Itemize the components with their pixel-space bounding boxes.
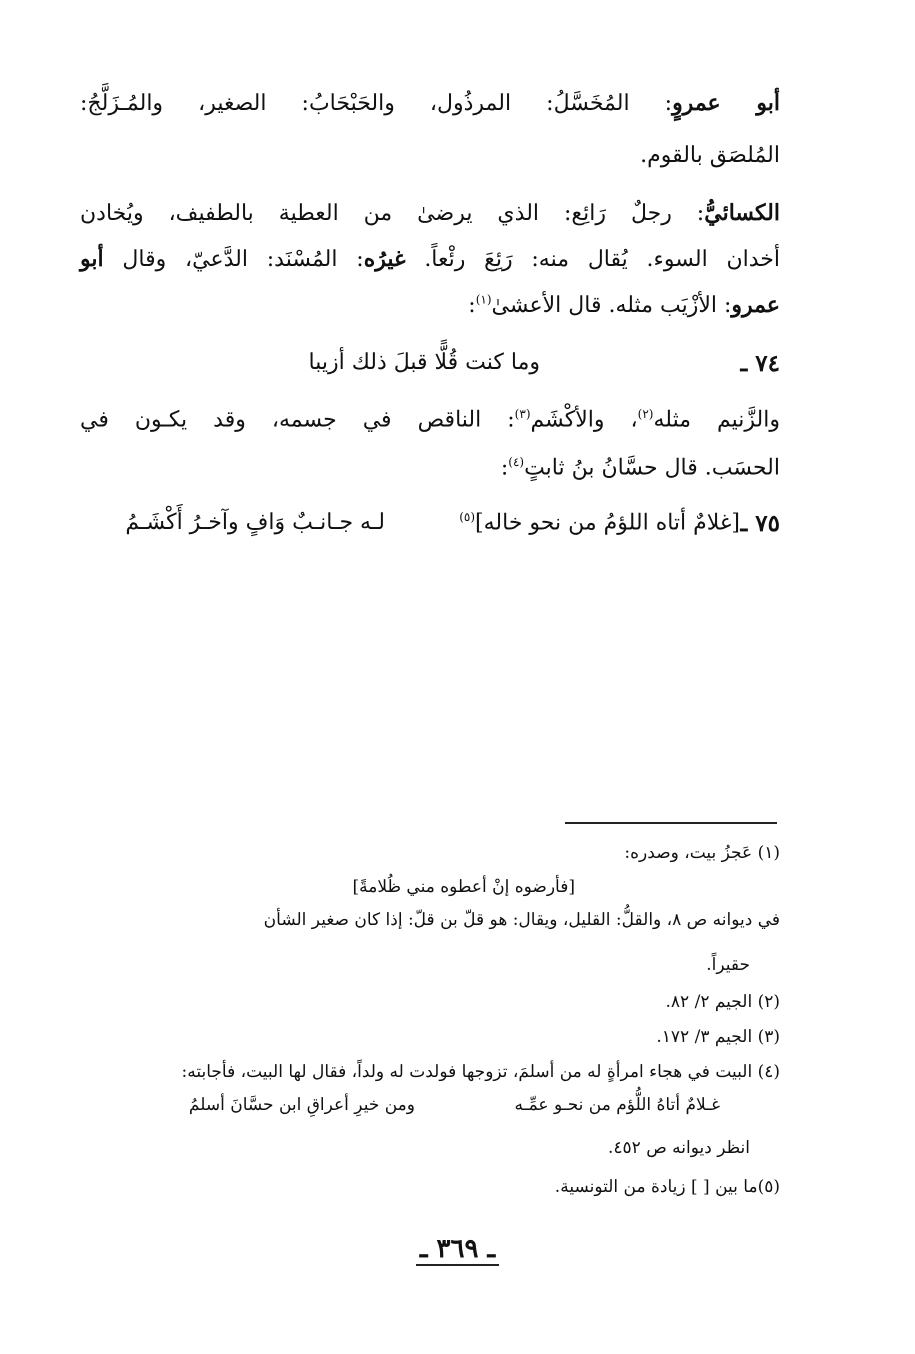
text: : [468, 293, 476, 318]
verse-74-text: وما كنت قُلًّا قبلَ ذلك أزيبا [308, 350, 540, 375]
verse-number-74: ٧٤ ـ [740, 350, 780, 377]
footnote-ref-2[interactable]: (٢) [637, 407, 654, 421]
footnote-1-line-1: (١) عَجزُ بيت، وصدره: [624, 843, 780, 863]
paragraph-3-line-2 [80, 455, 780, 480]
paragraph-2-line-3 [80, 292, 780, 318]
speaker-name: غيرُه [363, 246, 406, 272]
text: المُلصَق بالقوم. [640, 143, 780, 168]
footnote-separator [565, 822, 777, 824]
speaker-name: عمرو [731, 292, 780, 318]
footnote-1-line-4: حقيراً. [706, 955, 750, 975]
footnote-ref-3[interactable]: (٣) [514, 407, 531, 421]
footnote-ref-5[interactable]: (٥) [459, 510, 476, 524]
paragraph-2-line-1 [80, 200, 780, 226]
text: ، والأكْشَم [530, 407, 638, 433]
footnote-ref-1[interactable]: (١) [475, 292, 492, 307]
footnote-3: (٣) الجيم ٣/ ١٧٢. [656, 1027, 780, 1047]
text: الحسَب. قال حسَّانُ بنُ ثابتٍ [524, 455, 780, 481]
page-number [0, 1234, 915, 1266]
text: : المُخَسَّلُ: المرذُول، والحَبْحَابُ: الصغير، والمُـزَلَّجُ: [80, 91, 673, 116]
verse-75-second-hemistich: لـه جـانـبٌ وَافٍ وآخـرُ أَكْشَـمُ [125, 510, 385, 535]
speaker-name: الكسائيُّ [704, 200, 780, 226]
paragraph-3-line-1 [80, 407, 780, 432]
text: : الأزْيَب مثله. قال الأعشىٰ [491, 293, 732, 318]
footnote-4-verse-first: غـلامٌ أتاهُ اللُّؤم من نحـو عمِّـه [514, 1095, 720, 1115]
footnote-2: (٢) الجيم ٢/ ٨٢. [665, 992, 780, 1012]
text: : الناقص في جسمه، وقد يكـون في [80, 407, 515, 433]
footnote-5: (٥)ما بين [ ] زيادة من التونسية. [554, 1177, 780, 1197]
text: : المُسْنَد: الدَّعيّ، وقال [122, 247, 364, 272]
paragraph-1-line-1 [80, 90, 780, 116]
footnote-4-line-3: انظر ديوانه ص ٤٥٢. [607, 1138, 750, 1158]
text: : [500, 455, 509, 481]
paragraph-2-line-2 [80, 246, 780, 272]
text: أخدان السوء. يُقال منه: رَئِعَ رئْعاً. [424, 247, 781, 272]
footnote-4-verse-second: ومن خيرِ أعراقِ ابن حسَّانَ أسلمُ [188, 1095, 415, 1115]
speaker-name: أبو [80, 246, 104, 272]
text: : رجلٌ رَائِع: الذي يرضىٰ من العطية بالطفيف، ويُخادن [80, 201, 705, 226]
speaker-name: أبو عمروٍ [672, 90, 780, 116]
paragraph-1-line-2 [80, 143, 780, 168]
text: والزَّنيم مثله [653, 407, 780, 433]
footnote-4-line-1: (٤) البيت في هجاء امرأةٍ له من أسلمَ، تزوجها فولدت له ولداً، فقال لها البيت، فأجابته: [181, 1062, 780, 1082]
verse-number-75: ٧٥ ـ [740, 510, 780, 537]
page-number-text: ـ ٣٦٩ ـ [416, 1234, 499, 1266]
footnote-1-line-2: [فأرضوه إنْ أعطوه مني ظُلامةً] [352, 877, 575, 897]
footnote-ref-4[interactable]: (٤) [508, 455, 525, 469]
verse-75-first-hemistich [459, 510, 740, 535]
text: [غلامٌ أتاه اللؤمُ من نحو خاله] [475, 510, 740, 536]
footnote-1-line-3: في ديوانه ص ٨، والقلُّ: القليل، ويقال: هو قلّ بن قلّ: إذا كان صغير الشأن [263, 910, 780, 930]
